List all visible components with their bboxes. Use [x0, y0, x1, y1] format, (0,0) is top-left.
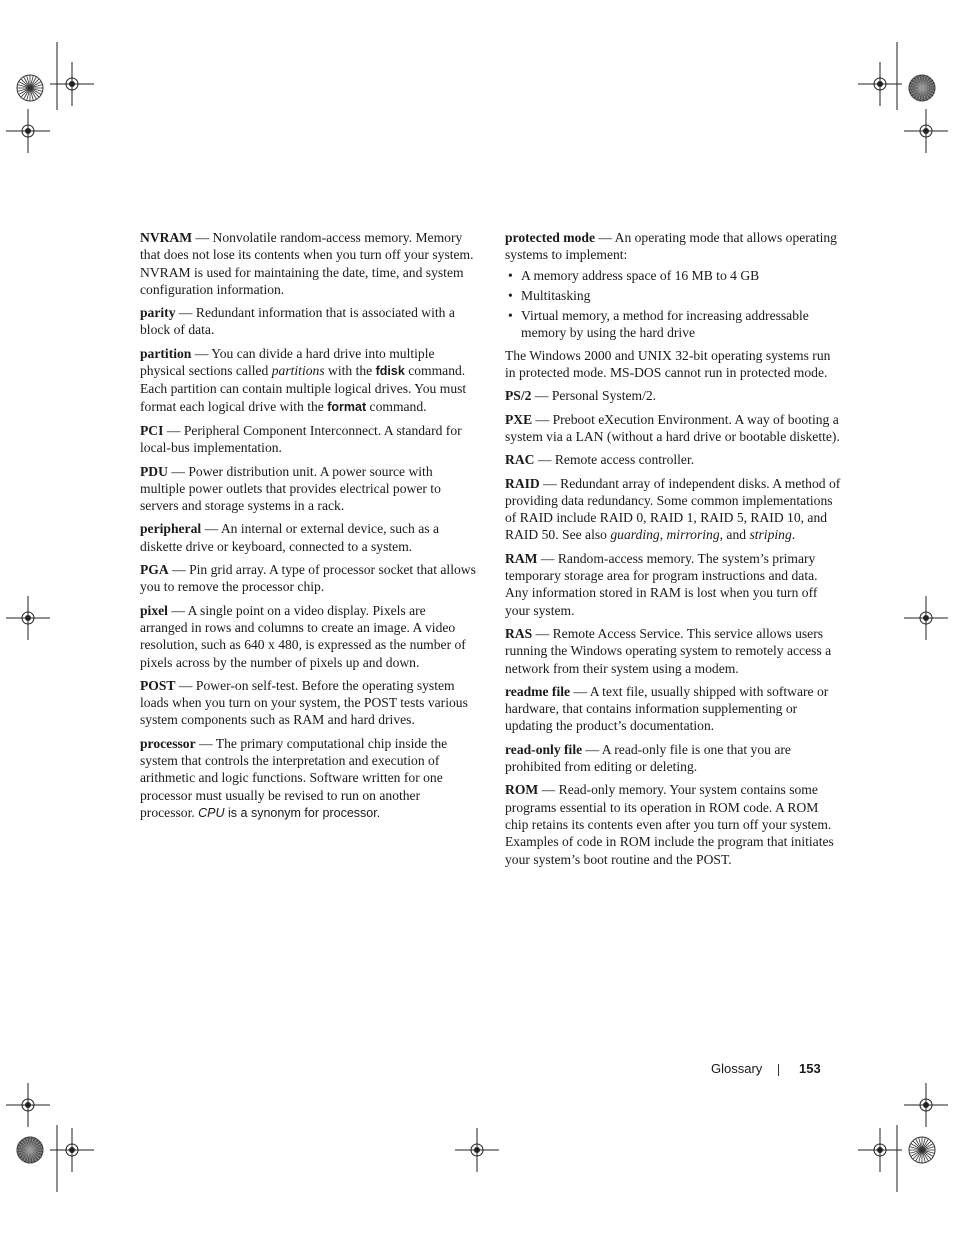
entry-nvram: NVRAM — Nonvolatile random-access memory. Memory that does not lose its contents when you turn off your system. NVRAM is used for maintaining the date, time, and system configuration information.	[140, 230, 474, 297]
crosshair-mark	[50, 1128, 94, 1172]
entry-rac: RAC — Remote access controller.	[505, 452, 695, 468]
list-item: • Multitasking	[505, 287, 841, 304]
crosshair-mark	[904, 1083, 948, 1127]
entry-peripheral: peripheral — An internal or external device, such as a diskette drive or keyboard, connected to a system.	[140, 521, 439, 554]
entry-rom: ROM — Read-only memory. Your system contains some programs essential to its operation in ROM code. A ROM chip retains its contents even after you turn off your system. Examples of code in ROM include the program that initiates your system’s boot routine and the POST.	[505, 782, 834, 867]
entry-pci: PCI — Peripheral Component Interconnect. A standard for local-bus implementation.	[140, 422, 462, 456]
entry-read-only: read-only file — A read-only file is one that you are prohibited from editing or deleting.	[505, 741, 791, 775]
star-target-mark	[17, 1137, 43, 1163]
entry-protected-mode: protected mode — An operating mode that allows operating systems to implement:	[505, 230, 837, 263]
crosshair-mark	[6, 596, 50, 640]
protected-mode-followup: The Windows 2000 and UNIX 32-bit operating systems run in protected mode. MS-DOS cannot run in protected mode.	[505, 347, 831, 381]
crosshair-mark	[858, 62, 902, 106]
crosshair-mark	[904, 109, 948, 153]
star-target-mark	[909, 75, 935, 101]
entry-parity: parity — Redundant information that is associated with a block of data.	[140, 305, 455, 338]
left-column	[140, 229, 476, 828]
entry-pga: PGA — Pin grid array. A type of processor socket that allows you to remove the processor chip.	[140, 562, 476, 595]
crosshair-mark	[858, 1128, 902, 1172]
star-target-mark	[909, 1137, 935, 1163]
crosshair-mark	[904, 596, 948, 640]
right-column	[505, 229, 841, 874]
crosshair-mark	[455, 1128, 499, 1172]
footer-divider	[778, 1064, 779, 1076]
list-item: • Virtual memory, a method for increasing addressable memory by using the hard drive	[505, 307, 841, 342]
entry-raid: RAID — Redundant array of independent disks. A method of providing data redundancy. Some common implementations of RAID include RAID 0, RAID 1, RAID 5, RAID 10, and RAID 50. See also guarding, mirroring, and striping.	[505, 475, 841, 543]
entry-readme: readme file — A text file, usually shipped with software or hardware, that contains information supplementing or updating the product’s documentation.	[505, 683, 829, 734]
entry-ps2: PS/2 — Personal System/2.	[505, 388, 657, 404]
crosshair-mark	[6, 109, 50, 153]
page-footer	[0, 1061, 954, 1081]
entry-pxe: PXE — Preboot eXecution Environment. A way of booting a system via a LAN (without a hard drive or bootable diskette).	[505, 411, 840, 444]
entry-processor: processor — The primary computational chip inside the system that controls the interpretation and execution of arithmetic and logic functions. Software written for one processor must usually be revised to run on another processor. CPU is a synonym for processor.	[140, 735, 448, 820]
entry-ram: RAM — Random-access memory. The system’s primary temporary storage area for program instructions and data. Any information stored in RAM is lost when you turn off your system.	[505, 550, 818, 618]
crosshair-mark	[50, 62, 94, 106]
list-item: • A memory address space of 16 MB to 4 GB	[505, 267, 841, 284]
entry-ras: RAS — Remote Access Service. This service allows users running the Windows operating system to remotely access a network from their system using a modem.	[505, 625, 832, 676]
entry-partition: partition — You can divide a hard drive into multiple physical sections called partitions with the fdisk command. Each partition can contain multiple logical drives. You must format each logical drive with the format command.	[140, 345, 467, 414]
entry-post: POST — Power-on self-test. Before the operating system loads when you turn on your system, the POST tests various system components such as RAM and hard drives.	[140, 677, 468, 728]
page-number: 153	[799, 1061, 821, 1076]
entry-pdu: PDU — Power distribution unit. A power source with multiple power outlets that provides electrical power to servers and storage systems in a rack.	[140, 463, 441, 514]
entry-pixel: pixel — A single point on a video display. Pixels are arranged in rows and columns to create an image. A video resolution, such as 640 x 480, is expressed as the number of pixels across by the number of pixels up and down.	[140, 602, 466, 670]
section-label: Glossary	[711, 1061, 763, 1076]
star-target-mark	[17, 75, 43, 101]
crosshair-mark	[6, 1083, 50, 1127]
protected-mode-bullets	[505, 267, 841, 342]
